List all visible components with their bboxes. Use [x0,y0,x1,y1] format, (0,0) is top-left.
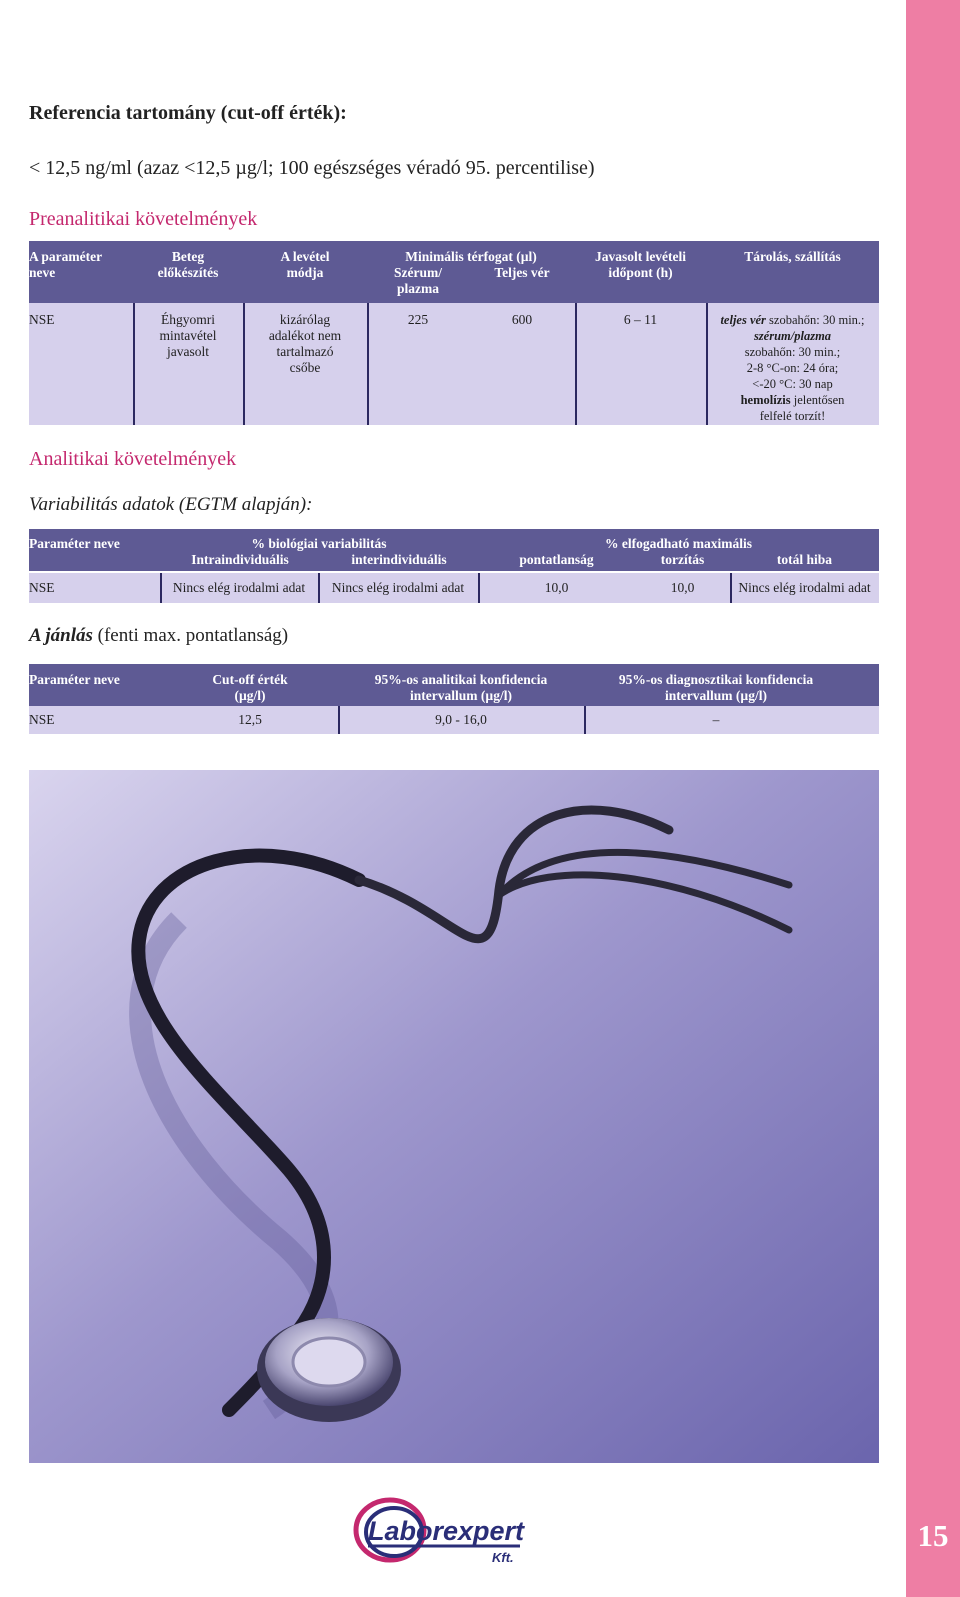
var-cell-intra: Nincs elég irodalmi adat [172,580,306,595]
var-cell-param: NSE [29,580,55,595]
var-header-intra: Intraindividuális [191,552,289,567]
pre-cell-serum: 225 [407,312,429,327]
var-header-bio: % biológiai variabilitás [251,536,387,551]
rec-header-cutoff: Cut-off érték (µg/l) [212,672,288,703]
var-cell-bias: 10,0 [670,580,695,595]
preanalytic-title: Preanalitikai követelmények [29,208,258,230]
pre-header-storage: Tárolás, szállítás [744,249,841,264]
var-header-inter: interindividuális [351,552,447,567]
rec-header-diag-ci: 95%-os diagnosztikai konfidencia intervallum (µg/l) [618,672,814,703]
var-cell-total: Nincs elég irodalmi adat [738,580,871,595]
var-header-total: totál hiba [776,552,833,567]
analytic-title: Analitikai követelmények [29,448,237,470]
var-header-param: Paraméter neve [29,536,120,551]
var-header-accept: % elfogadható maximális [605,536,752,551]
var-cell-imprecision: 10,0 [544,580,569,595]
rec-header-param: Paraméter neve [29,672,120,687]
laborexpert-logo [350,1494,530,1570]
pre-cell-whole-blood: 600 [511,312,533,327]
pre-cell-time: 6 – 11 [623,312,658,327]
pre-header-param: A paraméter neve [29,249,103,280]
rec-cell-analytic-ci: 9,0 - 16,0 [435,712,487,727]
pre-header-patient: Beteg előkészítés [157,249,219,280]
pre-header-method: A levétel módja [280,249,330,280]
rec-cell-cutoff: 12,5 [238,712,262,727]
stethoscope-photo [29,770,879,1463]
analytic-subtitle: Variabilitás adatok (EGTM alapján): [29,494,313,515]
svg-text:Kft.: Kft. [492,1550,514,1565]
rec-cell-diag-ci: – [712,712,720,727]
pre-cell-param: NSE [29,312,55,327]
var-header-imprecision: pontatlanság [519,552,594,567]
var-header-bias: torzítás [660,552,705,567]
rec-cell-param: NSE [29,712,55,727]
pre-cell-patient: Éhgyomri mintavétel javasolt [159,312,217,359]
pre-header-volume: Minimális térfogat (µl) [405,249,537,264]
var-cell-inter: Nincs elég irodalmi adat [331,580,465,595]
pre-cell-method: kizárólag adalékot nem tartalmazó csőbe [268,312,342,375]
pre-header-time: Javasolt levételi időpont (h) [594,249,687,280]
pre-header-whole-blood: Teljes vér [494,265,550,280]
rec-header-analytic-ci: 95%-os analitikai konfidencia intervallum (µg/l) [374,672,548,703]
pre-cell-storage: teljes vér szobahőn: 30 min.; szérum/plazma szobahőn: 30 min.; 2-8 °C-on: 24 óra; <-20 °C: 30 nap hemolízis jelentősen felfelé torzít! [720,313,865,423]
svg-text:Laborexpert: Laborexpert [368,1516,525,1546]
reference-title: Referencia tartomány (cut-off érték): [29,102,347,124]
side-color-band [906,0,960,1597]
recommendation-title: A jánlás (fenti max. pontatlanság) [29,625,289,646]
pre-header-serum: Szérum/ plazma [394,265,442,296]
reference-value: < 12,5 ng/ml (azaz <12,5 µg/l; 100 egészséges véradó 95. percentilise) [29,157,595,179]
page-number: 15 [917,1518,949,1553]
